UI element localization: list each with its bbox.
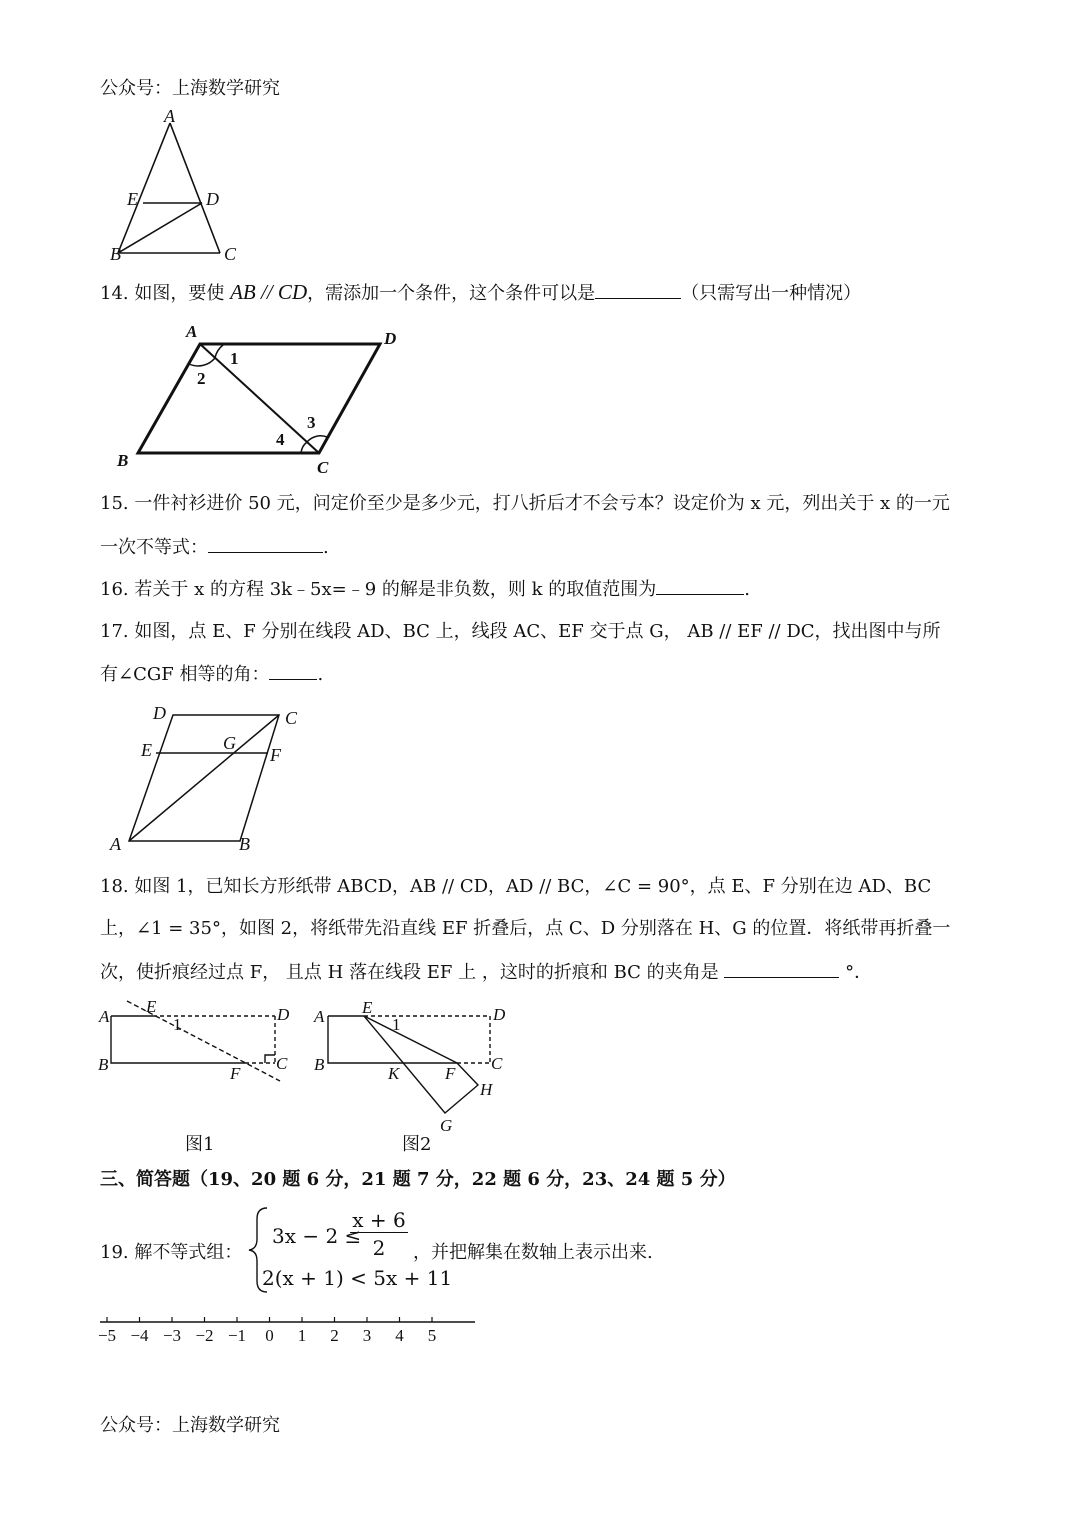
label-B: B — [110, 244, 121, 264]
angle-label-1: 1 — [392, 1015, 401, 1034]
q17-number: 17. — [100, 621, 129, 642]
angle-label-3: 3 — [307, 413, 316, 432]
q14-number: 14. — [100, 283, 129, 304]
q14-note: （只需写出一种情况） — [681, 283, 862, 304]
tick-label: −1 — [227, 1326, 247, 1345]
label-C: C — [224, 244, 237, 264]
q15-text: 一件衬衫进价 50 元，问定价至少是多少元，打八折后才不会亏本？设定价为 x 元，列出关于 x 的一元 — [134, 493, 950, 514]
label-F: F — [270, 745, 281, 765]
q19-intro-text: 解不等式组： — [134, 1242, 243, 1263]
q17-end: . — [317, 664, 324, 685]
label-B: B — [239, 834, 250, 854]
tick-label: −4 — [130, 1326, 149, 1345]
label-D: D — [277, 1005, 290, 1024]
question-18-line1 — [100, 874, 931, 900]
angle-label-1: 1 — [173, 1015, 182, 1034]
angle-label-2: 2 — [197, 369, 206, 388]
label-D: D — [384, 329, 397, 348]
footer-watermark: 公众号：上海数学研究 — [100, 1415, 280, 1436]
label-A: A — [164, 106, 175, 126]
tick-label: 2 — [330, 1326, 339, 1345]
label-A: A — [314, 1007, 325, 1026]
question-14 — [100, 279, 861, 307]
figure-triangle-ade — [100, 105, 250, 270]
tick-label: 5 — [427, 1326, 437, 1345]
q15-number: 15. — [100, 493, 129, 514]
q17-answer-blank[interactable] — [269, 661, 317, 680]
q16-text: 若关于 x 的方程 3k﹣5x=﹣9 的解是非负数，则 k 的取值范围为 — [134, 579, 657, 600]
tick-label: −2 — [195, 1326, 214, 1345]
label-C: C — [276, 1054, 288, 1073]
q14-answer-blank[interactable] — [595, 280, 681, 299]
figure-2-caption: 图2 — [402, 1134, 432, 1155]
q17-text-2: 有∠CGF 相等的角： — [100, 664, 270, 685]
label-K: K — [388, 1064, 400, 1083]
angle-label-4: 4 — [276, 430, 285, 449]
label-E: E — [362, 998, 373, 1017]
q14-math: AB // CD — [230, 280, 308, 304]
label-F: F — [230, 1064, 241, 1083]
label-H: H — [480, 1080, 493, 1099]
q18-text-1: 如图 1，已知长方形纸带 ABCD，AB // CD，AD // BC，∠C = 90°，点 E、F 分别在边 AD、BC — [134, 876, 932, 897]
q18-answer-blank[interactable] — [724, 959, 839, 978]
label-A: A — [110, 834, 121, 854]
ineq1-left: 3x − 2 ≤ — [272, 1224, 362, 1248]
q16-answer-blank[interactable] — [656, 576, 744, 595]
label-C: C — [285, 708, 298, 728]
label-A: A — [99, 1007, 110, 1026]
question-15-line1 — [100, 491, 950, 517]
label-G: G — [223, 733, 236, 753]
question-18-line3 — [100, 959, 872, 986]
tick-label: 1 — [297, 1326, 307, 1345]
q14-text-before: 如图，要使 — [134, 283, 225, 304]
figure-parallelogram-efg — [100, 700, 320, 860]
label-D: D — [493, 1005, 506, 1024]
question-15-line2 — [100, 534, 329, 561]
q17-text: 如图，点 E、F 分别在线段 AD、BC 上，线段 AC、EF 交于点 G， AB // EF // DC，找出图中与所 — [134, 621, 941, 642]
header-watermark: 公众号：上海数学研究 — [100, 78, 280, 99]
label-E: E — [141, 740, 152, 760]
tick-label: 3 — [362, 1326, 372, 1345]
label-B: B — [314, 1055, 325, 1074]
q18-text-2: 上，∠1 = 35°，如图 2，将纸带先沿直线 EF 折叠后，点 C、D 分别落在 H、G 的位置．将纸带再折叠一 — [100, 918, 951, 939]
tick-label: 0 — [265, 1326, 274, 1345]
ineq1-denominator: 2 — [372, 1236, 386, 1260]
q18-end: °． — [845, 962, 873, 983]
label-D: D — [206, 189, 219, 209]
tick-label: −3 — [162, 1326, 182, 1345]
figure-parallelogram-abcd — [105, 318, 415, 478]
label-C: C — [317, 458, 329, 477]
q19-outro: ，并把解集在数轴上表示出来. — [413, 1242, 653, 1263]
q15-answer-blank[interactable] — [208, 534, 323, 553]
label-B: B — [117, 451, 129, 470]
label-E: E — [127, 189, 138, 209]
label-B: B — [98, 1055, 109, 1074]
question-16 — [100, 576, 750, 603]
q16-number: 16. — [100, 579, 129, 600]
figure-18-1 — [95, 995, 305, 1090]
ineq1-numerator: x + 6 — [350, 1208, 408, 1233]
q19-number: 19. — [100, 1242, 129, 1263]
section-3-title: 三、简答题（19、20 题 6 分，21 题 7 分，22 题 6 分，23、24 题 5 分） — [100, 1169, 736, 1190]
q18-text-3: 次，使折痕经过点 F， 且点 H 落在线段 EF 上 ，这时的折痕和 BC 的夹角是 — [100, 962, 719, 983]
tick-label: 4 — [395, 1326, 404, 1345]
q15-text-2: 一次不等式： — [100, 537, 208, 558]
inequality-2: 2(x + 1) < 5x + 11 — [262, 1266, 453, 1290]
q18-number: 18. — [100, 876, 129, 897]
question-18-line2 — [100, 916, 950, 942]
label-G: G — [440, 1116, 453, 1135]
label-D: D — [153, 703, 166, 723]
q14-text-after: ，需添加一个条件，这个条件可以是 — [307, 283, 596, 304]
angle-label-1: 1 — [230, 349, 239, 368]
tick-label: −5 — [97, 1326, 117, 1345]
question-17-line2 — [100, 661, 323, 688]
figure-18-2 — [310, 995, 520, 1135]
label-C: C — [491, 1054, 503, 1073]
figure-1-caption: 图1 — [185, 1134, 215, 1155]
label-E: E — [146, 997, 157, 1016]
q16-end: . — [744, 579, 750, 600]
q15-end: . — [323, 537, 329, 558]
number-line — [95, 1312, 475, 1352]
q19-intro — [100, 1240, 242, 1266]
question-17-line1 — [100, 619, 941, 645]
label-A: A — [186, 322, 198, 341]
label-F: F — [445, 1064, 456, 1083]
